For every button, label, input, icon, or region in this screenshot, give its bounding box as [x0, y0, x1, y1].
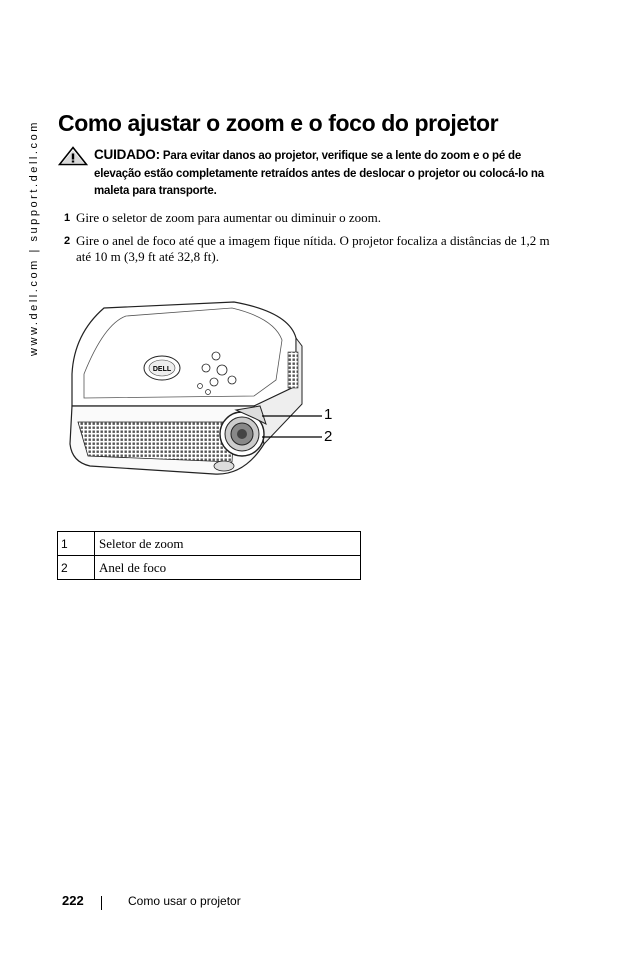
footer-section-title: Como usar o projetor	[128, 894, 241, 908]
step-text: Gire o anel de foco até que a imagem fique nítida. O projetor focaliza a distâncias de 1,2 m até 10 m (3,9 ft até 32,8 ft).	[76, 233, 550, 264]
logo-text: DELL	[152, 366, 172, 373]
page-number: 222	[62, 893, 84, 908]
caution-text	[58, 146, 548, 201]
step-number: 2	[64, 235, 71, 247]
legend-number: 2	[58, 556, 95, 580]
step-item	[64, 210, 554, 226]
caution-label: CUIDADO:	[94, 147, 160, 162]
legend-number: 1	[58, 532, 95, 556]
step-number: 1	[64, 212, 71, 224]
step-item	[64, 233, 554, 265]
callout-focus-ring: 2	[324, 428, 333, 445]
projector-figure	[64, 294, 344, 484]
caution-body: Para evitar danos ao projetor, verifique se a lente do zoom e o pé de elevação estão completamente retraídos antes de deslocar o projetor ou colocá-lo na maleta para transporte.	[94, 150, 544, 197]
step-text: Gire o seletor de zoom para aumentar ou diminuir o zoom.	[76, 210, 382, 225]
steps-list	[64, 210, 554, 272]
footer-separator	[101, 896, 102, 910]
caution-note	[58, 146, 548, 201]
side-url-text: www.dell.com | support.dell.com	[28, 120, 40, 356]
callout-zoom-selector: 1	[324, 406, 333, 423]
legend-label: Seletor de zoom	[95, 532, 361, 556]
projector-illustration	[64, 294, 344, 484]
legend-table	[57, 531, 361, 580]
page-title: Como ajustar o zoom e o foco do projetor	[58, 110, 499, 136]
legend-label: Anel de foco	[95, 556, 361, 580]
table-row	[58, 532, 361, 556]
warning-triangle-icon	[58, 146, 88, 166]
table-row	[58, 556, 361, 580]
